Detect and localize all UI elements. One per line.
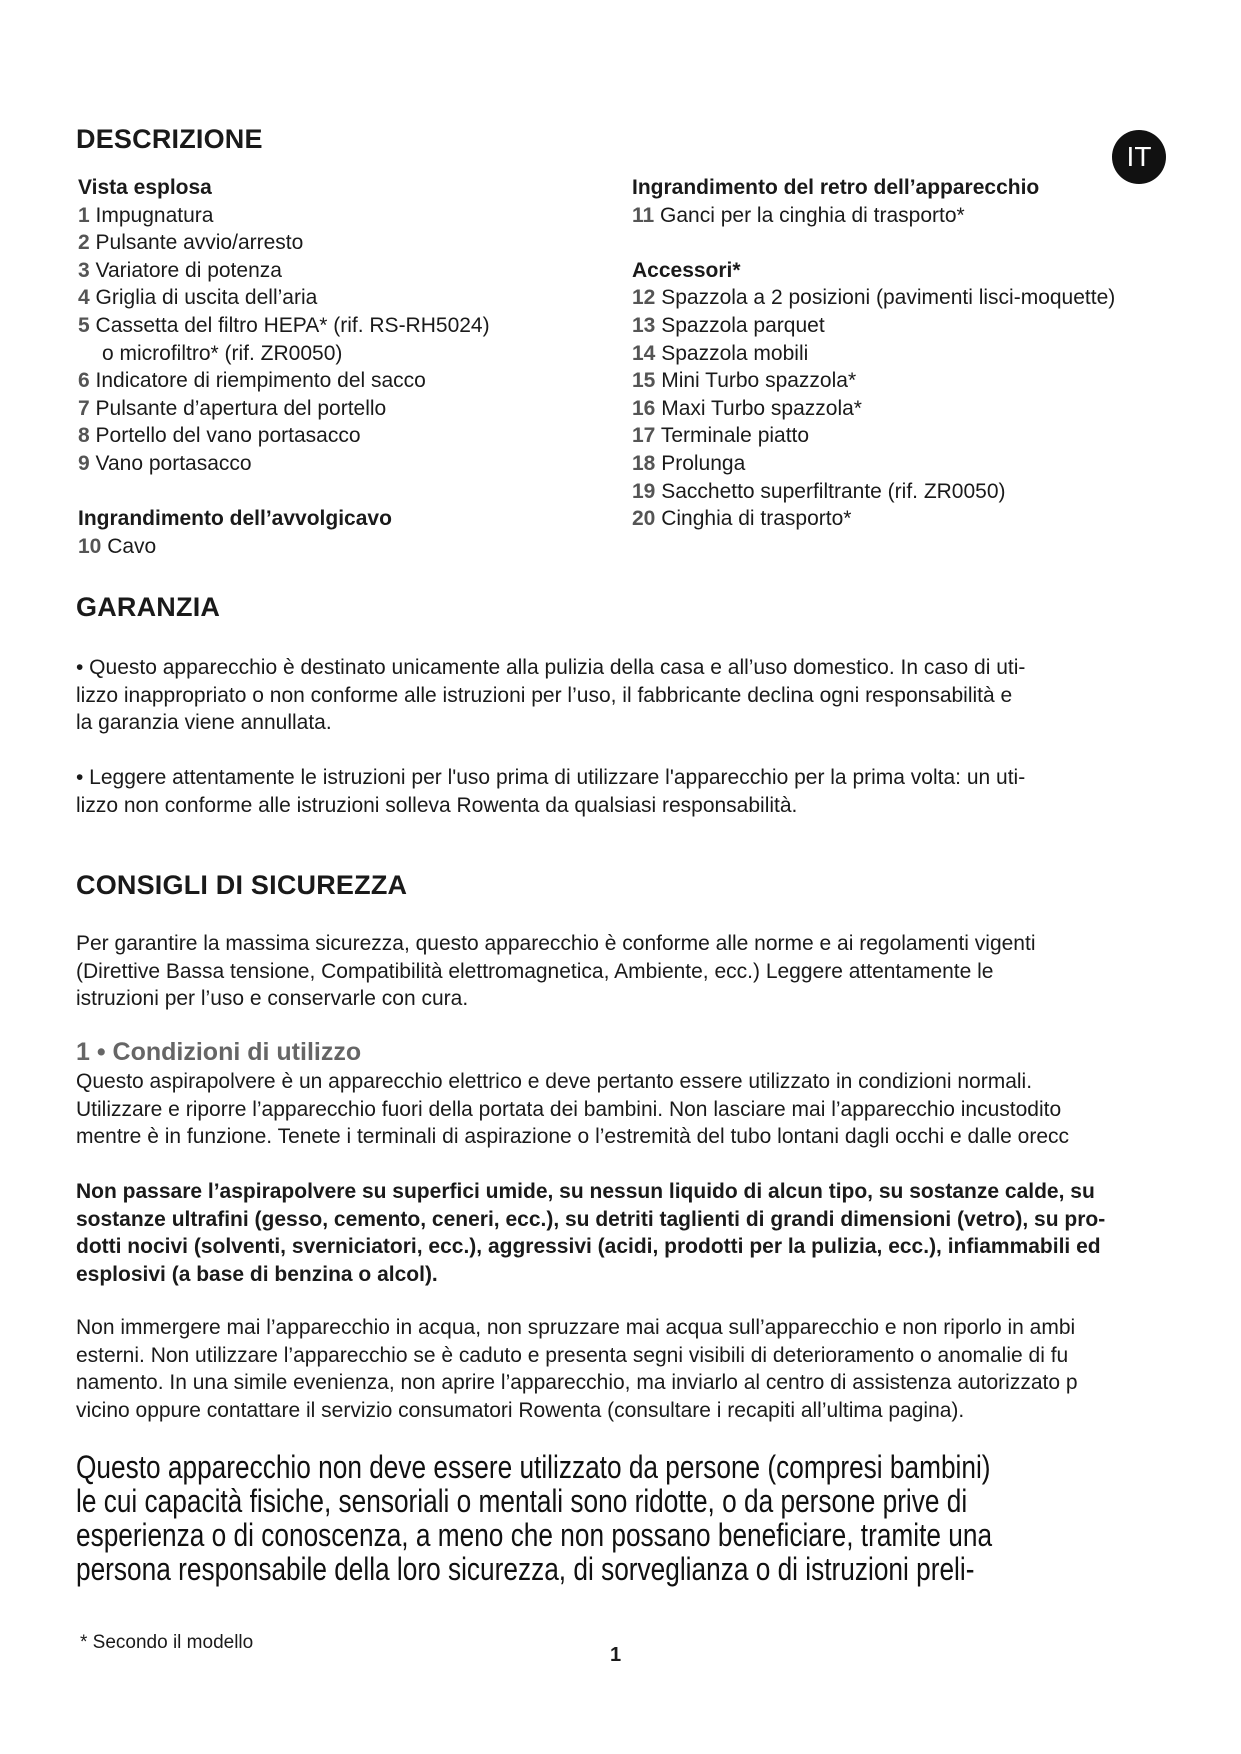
- list-item: 8 Portello del vano portasacco: [78, 424, 361, 448]
- list-item: 17 Terminale piatto: [632, 424, 810, 448]
- water-warning: Non immergere mai l’apparecchio in acqua, non spruzzare mai acqua sull’apparecchio e non riporlo in ambi esterni. Non utilizzare l’apparecchio se è caduto e presenta segni visibili di deterioramento o anomalie di fu namento. In una simile evenienza, non aprire l’apparecchio, ma inviarlo al centro di assistenza autorizzato p vicino oppure contattare il servizio consumatori Rowenta (consultare i recapiti all’ultima pagina).: [76, 1316, 1078, 1422]
- page-number: 1: [610, 1644, 622, 1666]
- list-item: 12 Spazzola a 2 posizioni (pavimenti lisci-moquette): [632, 286, 1116, 310]
- list-item: 10 Cavo: [78, 534, 157, 558]
- list-item: 18 Prolunga: [632, 451, 746, 475]
- part-list-left: [78, 202, 618, 478]
- cord-reel-heading: Ingrandimento dell’avvolgicavo: [78, 507, 392, 531]
- list-item: 11 Ganci per la cinghia di trasporto*: [632, 203, 965, 227]
- descrizione-heading: DESCRIZIONE: [76, 124, 263, 154]
- list-item: 1 Impugnatura: [78, 203, 214, 227]
- descrizione-right-column: [632, 174, 1232, 533]
- safety-intro: Per garantire la massima sicurezza, questo apparecchio è conforme alle norme e ai regolamenti vigenti (Direttive Bassa tensione, Compatibilità elettromagnetica, Ambiente, ecc.) Leggere attentamente le istruzioni per l’uso e conservarle con cura.: [76, 932, 1036, 1010]
- garanzia-heading: GARANZIA: [76, 592, 221, 622]
- descrizione-left-column: [78, 174, 618, 560]
- exploded-view-heading: Vista esplosa: [78, 176, 212, 199]
- persons-notice: Questo apparecchio non deve essere utilizzato da persone (compresi bambini) le cui capacità fisiche, sensoriali o mentali sono ridotte, o da persone prive di esperienza o di conoscenza, a meno che non possano beneficiare, tramite una persona responsabile della loro sicurezza, di sorveglianza o di istruzioni preli-: [76, 1449, 993, 1587]
- accessory-list: [632, 284, 1232, 532]
- usage-conditions-heading: 1 • Condizioni di utilizzo: [76, 1038, 362, 1066]
- list-item: 3 Variatore di potenza: [78, 258, 282, 282]
- list-item: 9 Vano portasacco: [78, 451, 252, 475]
- list-item: o microfiltro* (rif. ZR0050): [102, 341, 343, 365]
- list-item: 5 Cassetta del filtro HEPA* (rif. RS-RH5024): [78, 313, 490, 337]
- list-item: 16 Maxi Turbo spazzola*: [632, 396, 862, 420]
- footnote: * Secondo il modello: [80, 1632, 254, 1653]
- warranty-paragraph-2: • Leggere attentamente le istruzioni per l'uso prima di utilizzare l'apparecchio per la prima volta: un uti- lizzo non conforme alle istruzioni solleva Rowenta da qualsiasi responsabilità.: [76, 766, 1026, 817]
- rear-view-heading: Ingrandimento del retro dell’apparecchio: [632, 176, 1040, 199]
- sicurezza-heading: CONSIGLI DI SICUREZZA: [76, 870, 408, 900]
- list-item: 15 Mini Turbo spazzola*: [632, 369, 857, 393]
- warranty-paragraph-1: • Questo apparecchio è destinato unicamente alla pulizia della casa e all’uso domestico. In caso di uti- lizzo inappropriato o non conforme alle istruzioni per l’uso, il fabbricante declina ogni responsabilità e la garanzia viene annullata.: [76, 656, 1026, 734]
- list-item: 2 Pulsante avvio/arresto: [78, 231, 304, 255]
- language-badge: IT: [1112, 130, 1166, 184]
- list-item: 4 Griglia di uscita dell’aria: [78, 286, 318, 310]
- list-item: 13 Spazzola parquet: [632, 313, 825, 337]
- list-item: 19 Sacchetto superfiltrante (rif. ZR0050): [632, 479, 1006, 503]
- accessories-heading: Accessori*: [632, 258, 741, 282]
- list-item: 6 Indicatore di riempimento del sacco: [78, 369, 426, 393]
- list-item: 20 Cinghia di trasporto*: [632, 507, 852, 531]
- surface-warning: Non passare l’aspirapolvere su superfici umide, su nessun liquido di alcun tipo, su sostanze calde, su sostanze ultrafini (gesso, cemento, ceneri, ecc.), su detriti taglienti di grandi dimensioni (vetro), su pro- dotti nocivi (solventi, sverniciatori, ecc.), aggressivi (acidi, prodotti per la pulizia, ecc.), infiammabili ed esplosivi (a base di benzina o alcol).: [76, 1180, 1106, 1286]
- list-item: 7 Pulsante d’apertura del portello: [78, 396, 387, 420]
- usage-conditions-text: Questo aspirapolvere è un apparecchio elettrico e deve pertanto essere utilizzato in condizioni normali. Utilizzare e riporre l’apparecchio fuori della portata dei bambini. Non lasciare mai l’apparecchio incustodito mentre è in funzione. Tenete i terminali di aspirazione o l’estremità del tubo lontani dagli occhi e dalle orecc: [76, 1070, 1070, 1148]
- list-item: 14 Spazzola mobili: [632, 341, 809, 365]
